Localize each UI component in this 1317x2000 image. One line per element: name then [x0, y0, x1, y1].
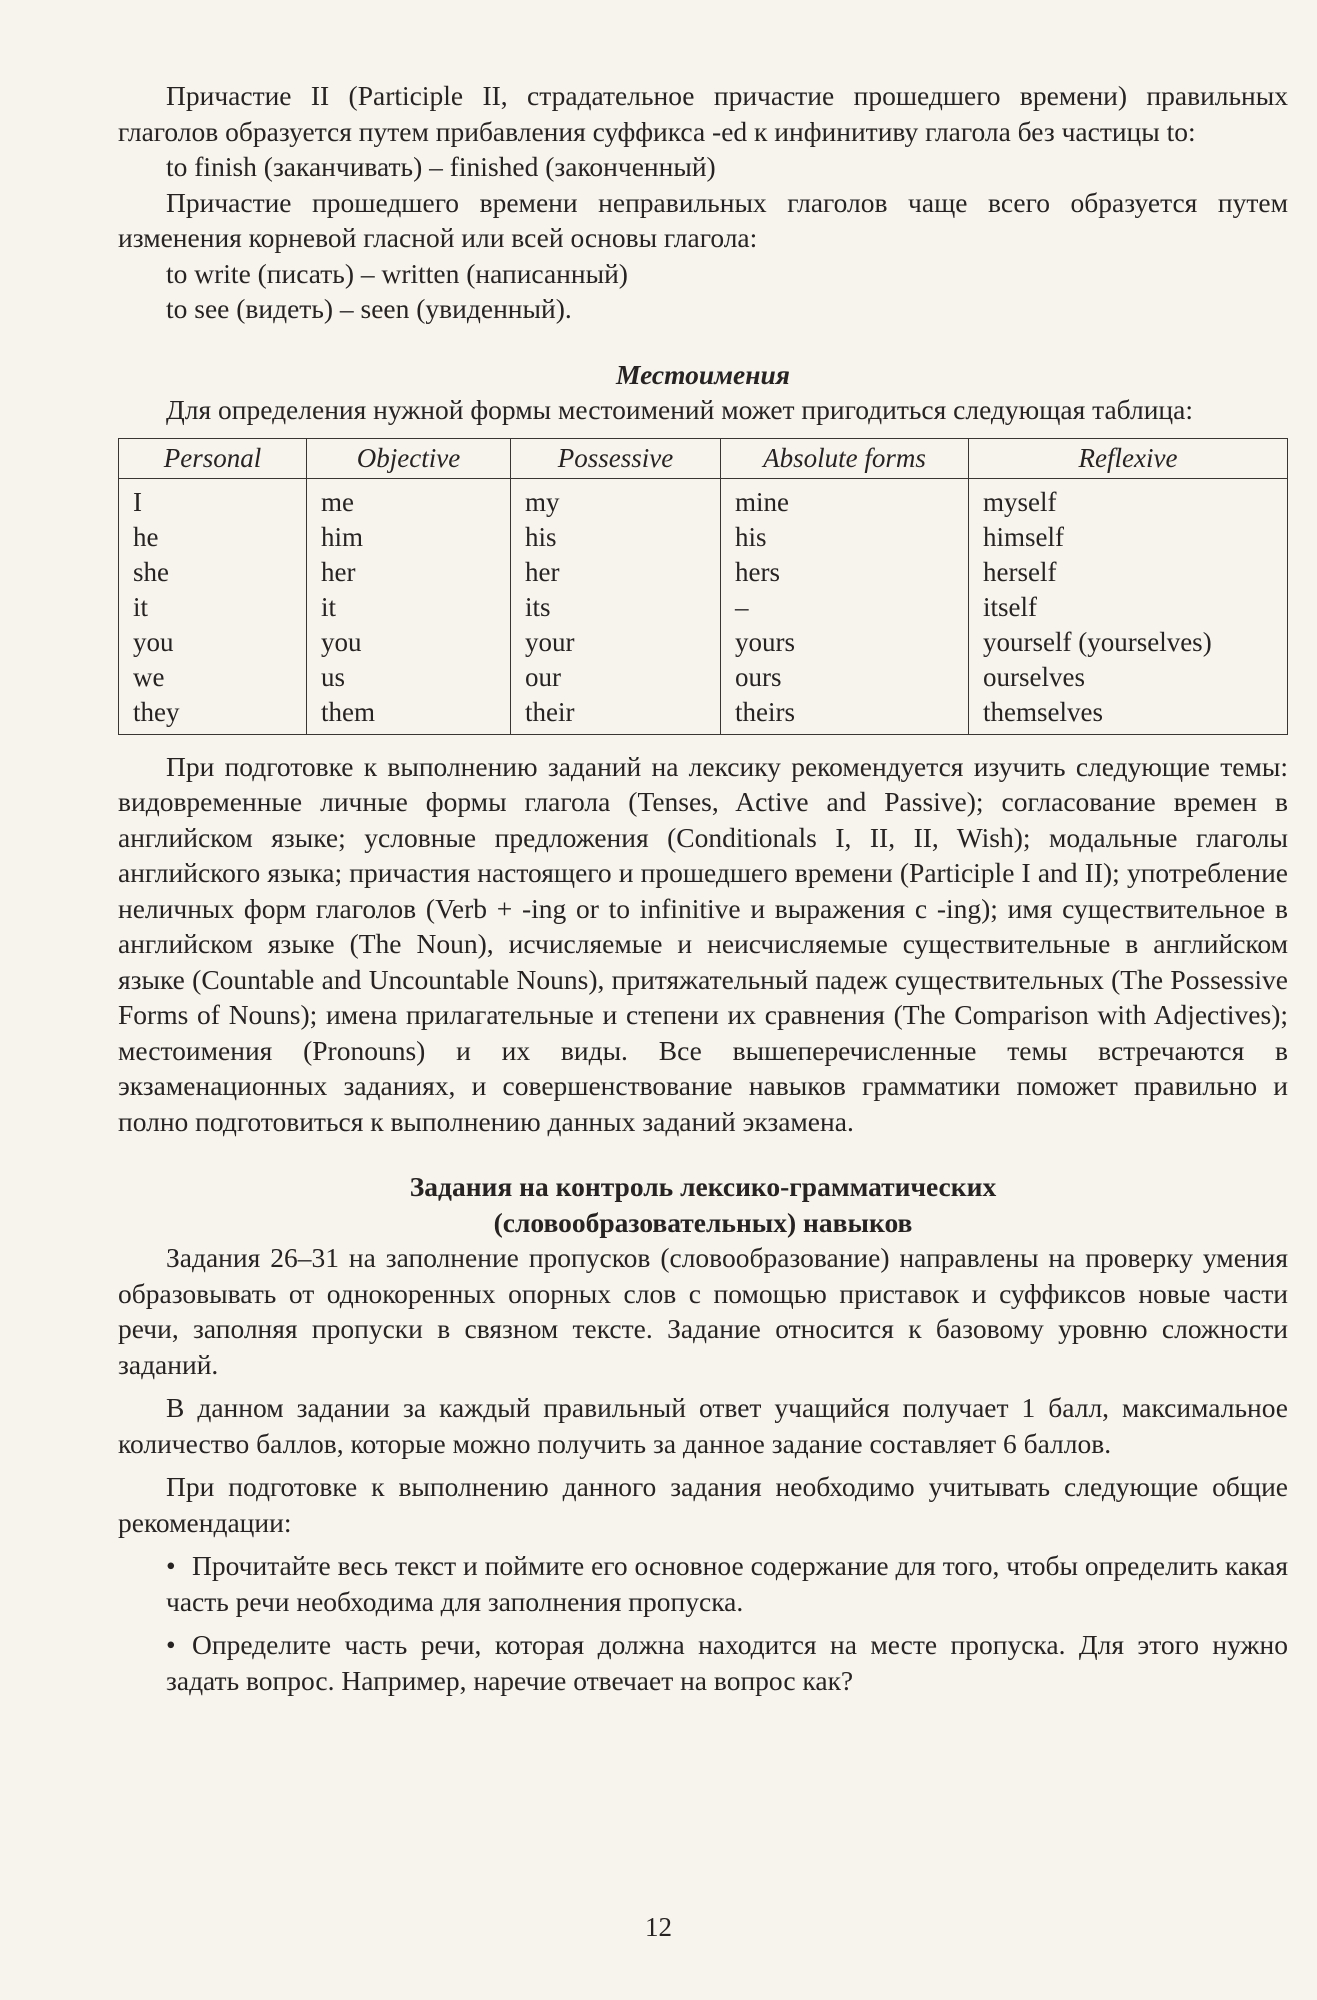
- example-finish: to finish (заканчивать) – finished (законченный): [166, 151, 716, 182]
- table-cell: mine: [721, 478, 969, 520]
- paragraph-participle-irregular: Причастие прошедшего времени неправильных глаголов чаще всего образуется путем изменения корневой гласной или всей основы глагола:: [118, 186, 1288, 253]
- paragraph-participle-regular: Причастие II (Participle II, страдательное причастие прошедшего времени) правильных глаголов образуется путем прибавления суффикса -ed к инфинитиву глагола без частицы to:: [118, 80, 1288, 147]
- table-cell: themselves: [969, 695, 1288, 735]
- table-cell: ourselves: [969, 660, 1288, 695]
- section-heading-tasks-line1: Задания на контроль лексико-грамматических: [409, 1171, 997, 1202]
- table-cell: their: [511, 695, 721, 735]
- table-row: [119, 555, 1288, 590]
- header-objective: Objective: [307, 438, 511, 478]
- table-cell: he: [119, 520, 307, 555]
- header-reflexive: Reflexive: [969, 438, 1288, 478]
- table-row: [119, 625, 1288, 660]
- table-cell: you: [307, 625, 511, 660]
- table-cell: its: [511, 590, 721, 625]
- section-heading-pronouns: Местоимения: [616, 358, 790, 390]
- example-write: to write (писать) – written (написанный): [166, 257, 628, 289]
- table-cell: –: [721, 590, 969, 625]
- table-row: [119, 590, 1288, 625]
- table-cell: our: [511, 660, 721, 695]
- table-cell: myself: [969, 478, 1288, 520]
- example-see: to see (видеть) – seen (увиденный).: [166, 293, 572, 324]
- table-cell: his: [721, 520, 969, 555]
- table-cell: I: [119, 478, 307, 520]
- table-cell: her: [307, 555, 511, 590]
- table-cell: itself: [969, 590, 1288, 625]
- table-cell: my: [511, 478, 721, 520]
- table-cell: theirs: [721, 695, 969, 735]
- table-cell: herself: [969, 555, 1288, 590]
- bullet-marker: •: [166, 1550, 176, 1581]
- bullet-item: [118, 1548, 1288, 1619]
- paragraph-table-intro: Для определения нужной формы местоимений может пригодиться следующая таблица:: [166, 394, 1193, 425]
- bullet-text: Прочитайте весь текст и поймите его основное содержание для того, чтобы определить какая часть речи необходима для заполнения пропуска.: [166, 1550, 1288, 1617]
- paragraph-recommendations: При подготовке к выполнению данного задания необходимо учитывать следующие общие рекомендации:: [118, 1471, 1288, 1538]
- bullet-text: Определите часть речи, которая должна находится на месте пропуска. Для этого нужно задать вопрос. Например, наречие отвечает на вопрос как?: [166, 1629, 1288, 1696]
- table-row: [119, 478, 1288, 520]
- table-cell: your: [511, 625, 721, 660]
- table-cell: you: [119, 625, 307, 660]
- page-content: [118, 78, 1288, 1698]
- table-cell: me: [307, 478, 511, 520]
- header-absolute-forms: Absolute forms: [721, 438, 969, 478]
- bullet-item: [118, 1627, 1288, 1698]
- header-personal: Personal: [119, 438, 307, 478]
- header-possessive: Possessive: [511, 438, 721, 478]
- table-cell: us: [307, 660, 511, 695]
- table-cell: it: [119, 590, 307, 625]
- table-cell: him: [307, 520, 511, 555]
- table-cell: yours: [721, 625, 969, 660]
- table-cell: ours: [721, 660, 969, 695]
- table-cell: they: [119, 695, 307, 735]
- table-cell: himself: [969, 520, 1288, 555]
- paragraph-lexis-topics: При подготовке к выполнению заданий на лексику рекомендуется изучить следующие темы: видовременные личные формы глагола (Tenses, Active and Passive); согласование времен в английском языке; условные предложения (Conditionals I, II, II, Wish); модальные глаголы английского языка; причастия настоящего и прошедшего времени (Participle I and II); употребление неличных форм глаголов (Verb + -ing or to infinitive и выражения с -ing); имя существительное в английском языке (The Noun), исчисляемые и неисчисляемые существительные в английском языке (Countable and Uncountable Nouns), притяжательный падеж существительных (The Possessive Forms of Nouns); имена прилагательные и степени их сравнения (The Comparison with Adjectives); местоимения (Pronouns) и их виды. Все вышеперечисленные темы встречаются в экзаменационных заданиях, и совершенствование навыков грамматики поможет правильно и полно подготовиться к выполнению данных заданий экзамена.: [118, 750, 1288, 1137]
- bullet-marker: •: [166, 1629, 176, 1660]
- page-number: 12: [645, 1912, 672, 1942]
- table-row: [119, 695, 1288, 735]
- table-cell: she: [119, 555, 307, 590]
- table-cell: it: [307, 590, 511, 625]
- table-cell: yourself (yourselves): [969, 625, 1288, 660]
- section-heading-tasks-line2: (словообразовательных) навыков: [493, 1206, 913, 1238]
- table-header-row: [119, 438, 1288, 478]
- pronouns-table: [118, 438, 1288, 735]
- table-row: [119, 520, 1288, 555]
- table-cell: her: [511, 555, 721, 590]
- table-cell: we: [119, 660, 307, 695]
- table-row: [119, 660, 1288, 695]
- table-cell: them: [307, 695, 511, 735]
- table-cell: his: [511, 520, 721, 555]
- paragraph-tasks-26-31: Задания 26–31 на заполнение пропусков (словообразование) направлены на проверку умения образовывать от однокоренных опорных слов с помощью приставок и суффиксов новые части речи, заполняя пропуски в связном тексте. Задание относится к базовому уровню сложности заданий.: [118, 1242, 1288, 1380]
- paragraph-scoring: В данном задании за каждый правильный ответ учащийся получает 1 балл, максимальное количество баллов, которые можно получить за данное задание составляет 6 баллов.: [118, 1392, 1288, 1459]
- table-cell: hers: [721, 555, 969, 590]
